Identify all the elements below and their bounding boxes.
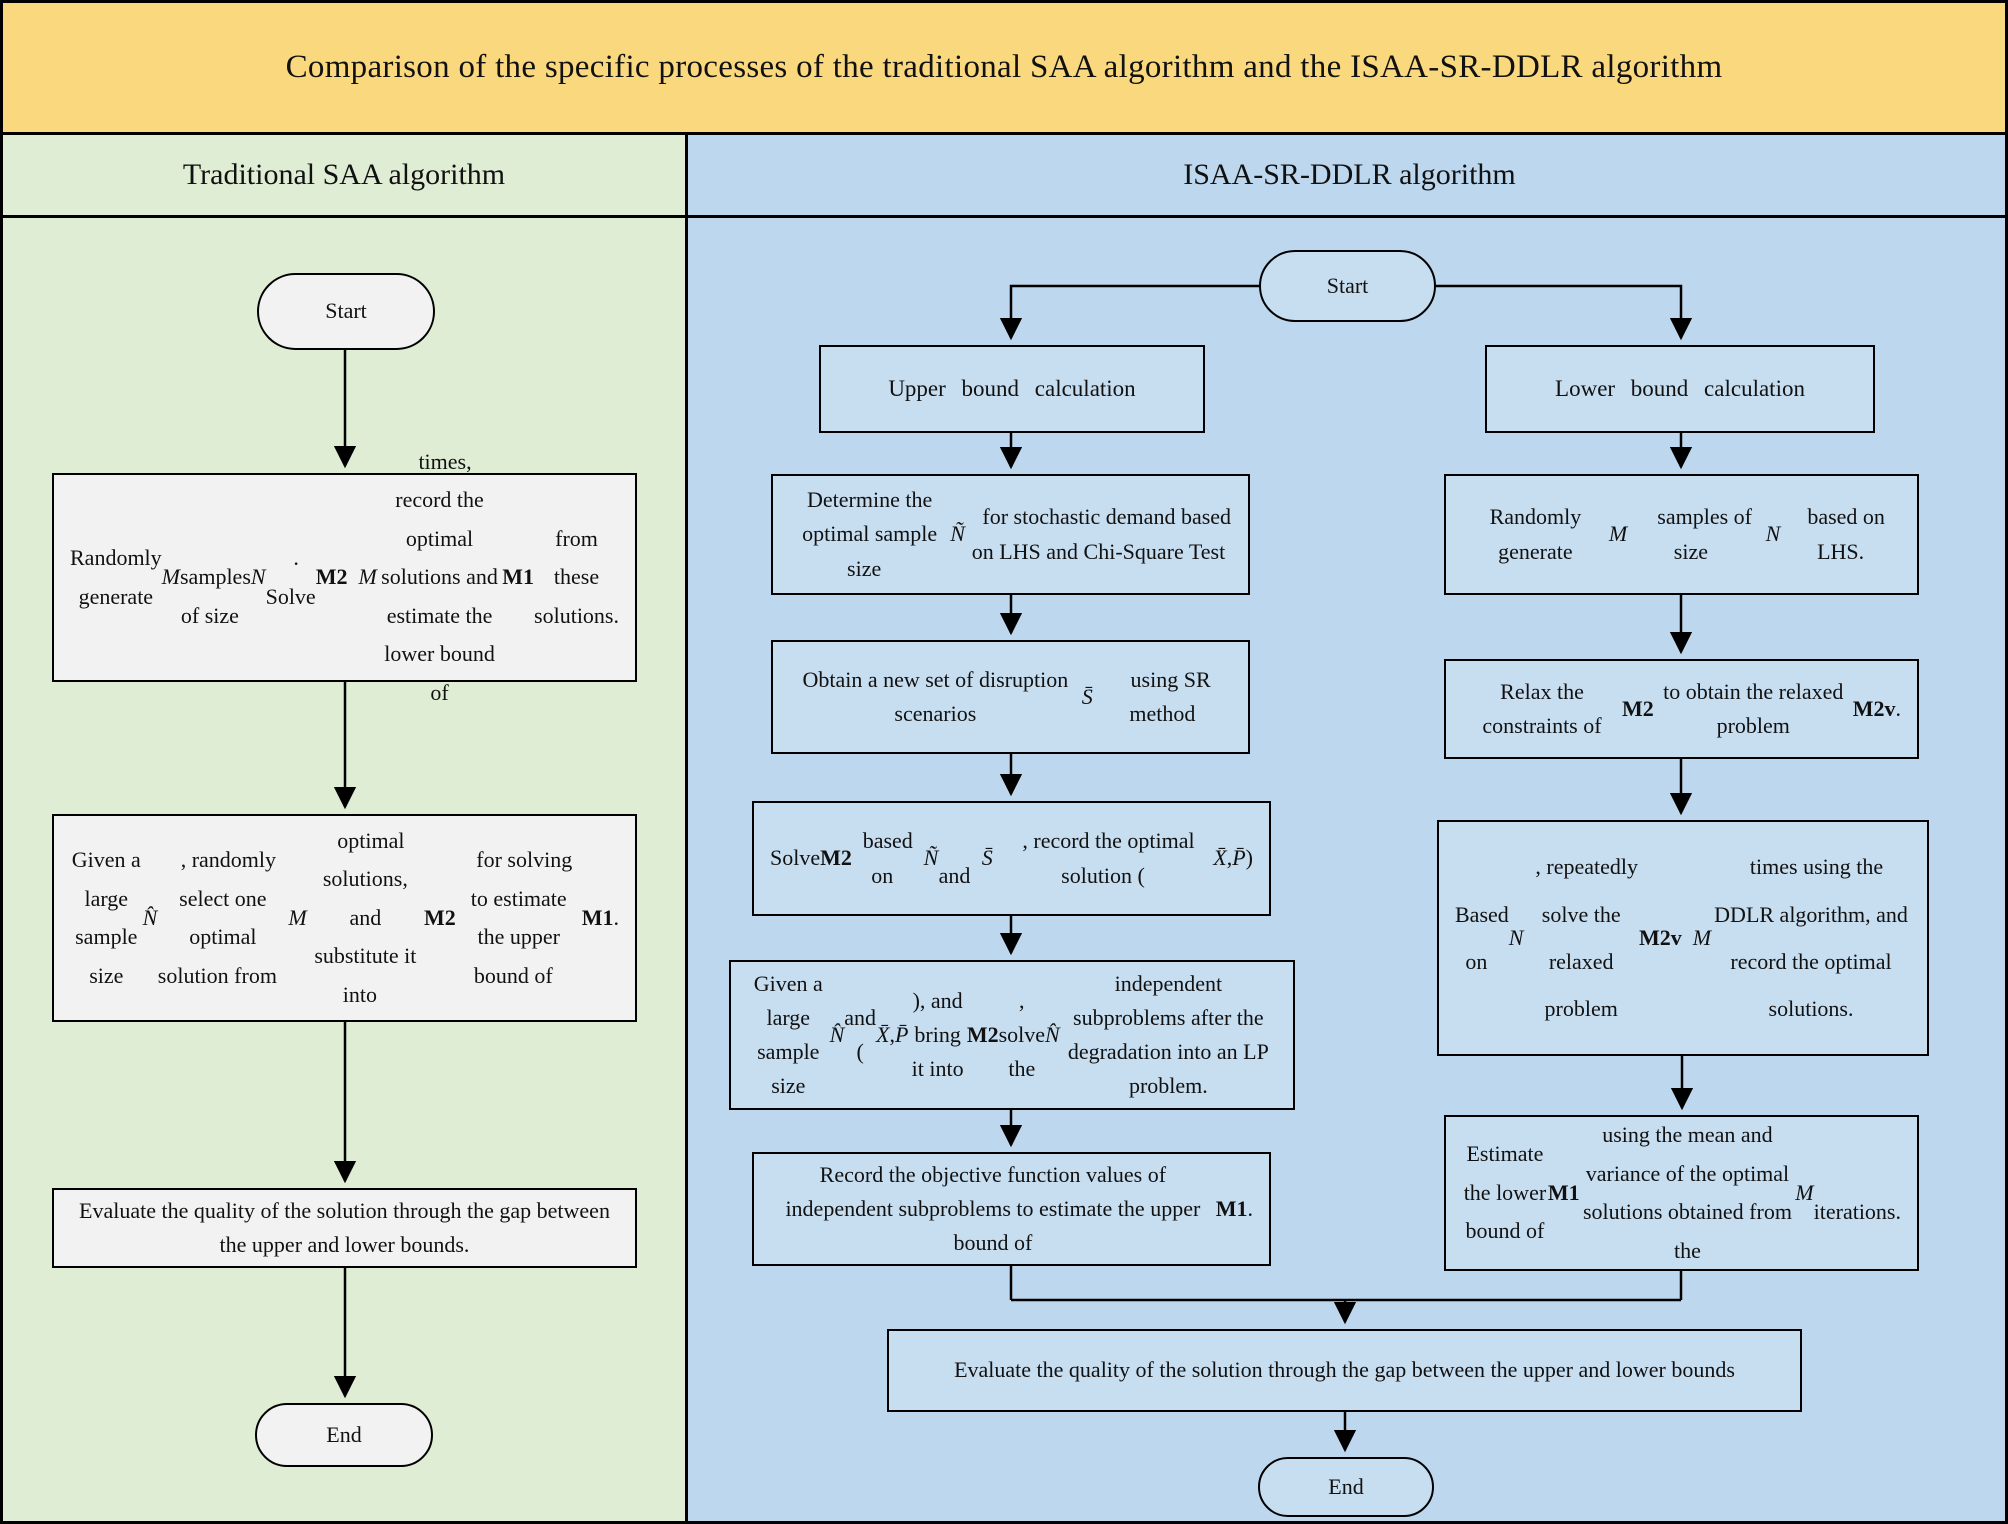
isaa-end-node: End bbox=[1258, 1457, 1434, 1517]
lower-bound-branch-label: Lower bound calculation bbox=[1485, 345, 1875, 433]
step-sr-scenarios: Obtain a new set of disruption scenarios S̄ using SR method bbox=[771, 640, 1250, 754]
saa-start-node: Start bbox=[257, 273, 435, 350]
step-ddlr-solve: Based on N , repeatedly solve the relaxed problem M2v M times using the DDLR algorithm, and record the optimal solutions. bbox=[1437, 820, 1929, 1056]
saa-step-estimate-upper-bound: Given a large sample size N̂ , randomly select one optimal solution from M optimal solutions, and substitute it into M2 for solving to estimate the upper bound of M1 . bbox=[52, 814, 637, 1022]
step-solve-subproblems: Given a large sample size N̂ and ( X̄ , P̄ ), and bring it into M2 , solve the N̂ independent subproblems after the degradation into an LP problem. bbox=[729, 960, 1295, 1110]
right-panel-header: ISAA-SR-DDLR algorithm bbox=[688, 135, 2008, 218]
step-determine-sample-size: Determine the optimal sample size Ñ for stochastic demand based on LHS and Chi-Square Test bbox=[771, 474, 1250, 595]
diagram-title-bar bbox=[3, 3, 2005, 135]
step-solve-m2: Solve M2 based on Ñ and S̄ , record the optimal solution ( X̄ , P̄ ) bbox=[752, 801, 1271, 916]
step-estimate-lower-bound: Estimate the lower bound of M1 using the mean and variance of the optimal solutions obtained from the M iterations. bbox=[1444, 1115, 1919, 1271]
upper-bound-branch-label: Upper bound calculation bbox=[819, 345, 1205, 433]
step-generate-samples-lhs: Randomly generate M samples of size N based on LHS. bbox=[1444, 474, 1919, 595]
step-evaluate-gap: Evaluate the quality of the solution through the gap between the upper and lower bounds bbox=[887, 1329, 1802, 1412]
isaa-start-node: Start bbox=[1259, 250, 1436, 322]
saa-end-node: End bbox=[255, 1403, 433, 1467]
left-panel-header: Traditional SAA algorithm bbox=[3, 135, 685, 218]
saa-step-evaluate-gap: Evaluate the quality of the solution through the gap between the upper and lower bounds. bbox=[52, 1188, 637, 1268]
diagram-title: Comparison of the specific processes of the traditional SAA algorithm and the ISAA-SR-DDLR algorithm bbox=[285, 49, 1723, 85]
step-relax-constraints: Relax the constraints of M2 to obtain the relaxed problem M2v . bbox=[1444, 659, 1919, 759]
saa-step-generate-samples: Randomly generate M samples of size N . Solve M2 M times, record the optimal solutions and estimate the lower bound of M1 from these solutions. bbox=[52, 473, 637, 682]
step-estimate-upper-bound: Record the objective function values of independent subproblems to estimate the upper bound of M1 . bbox=[752, 1152, 1271, 1266]
